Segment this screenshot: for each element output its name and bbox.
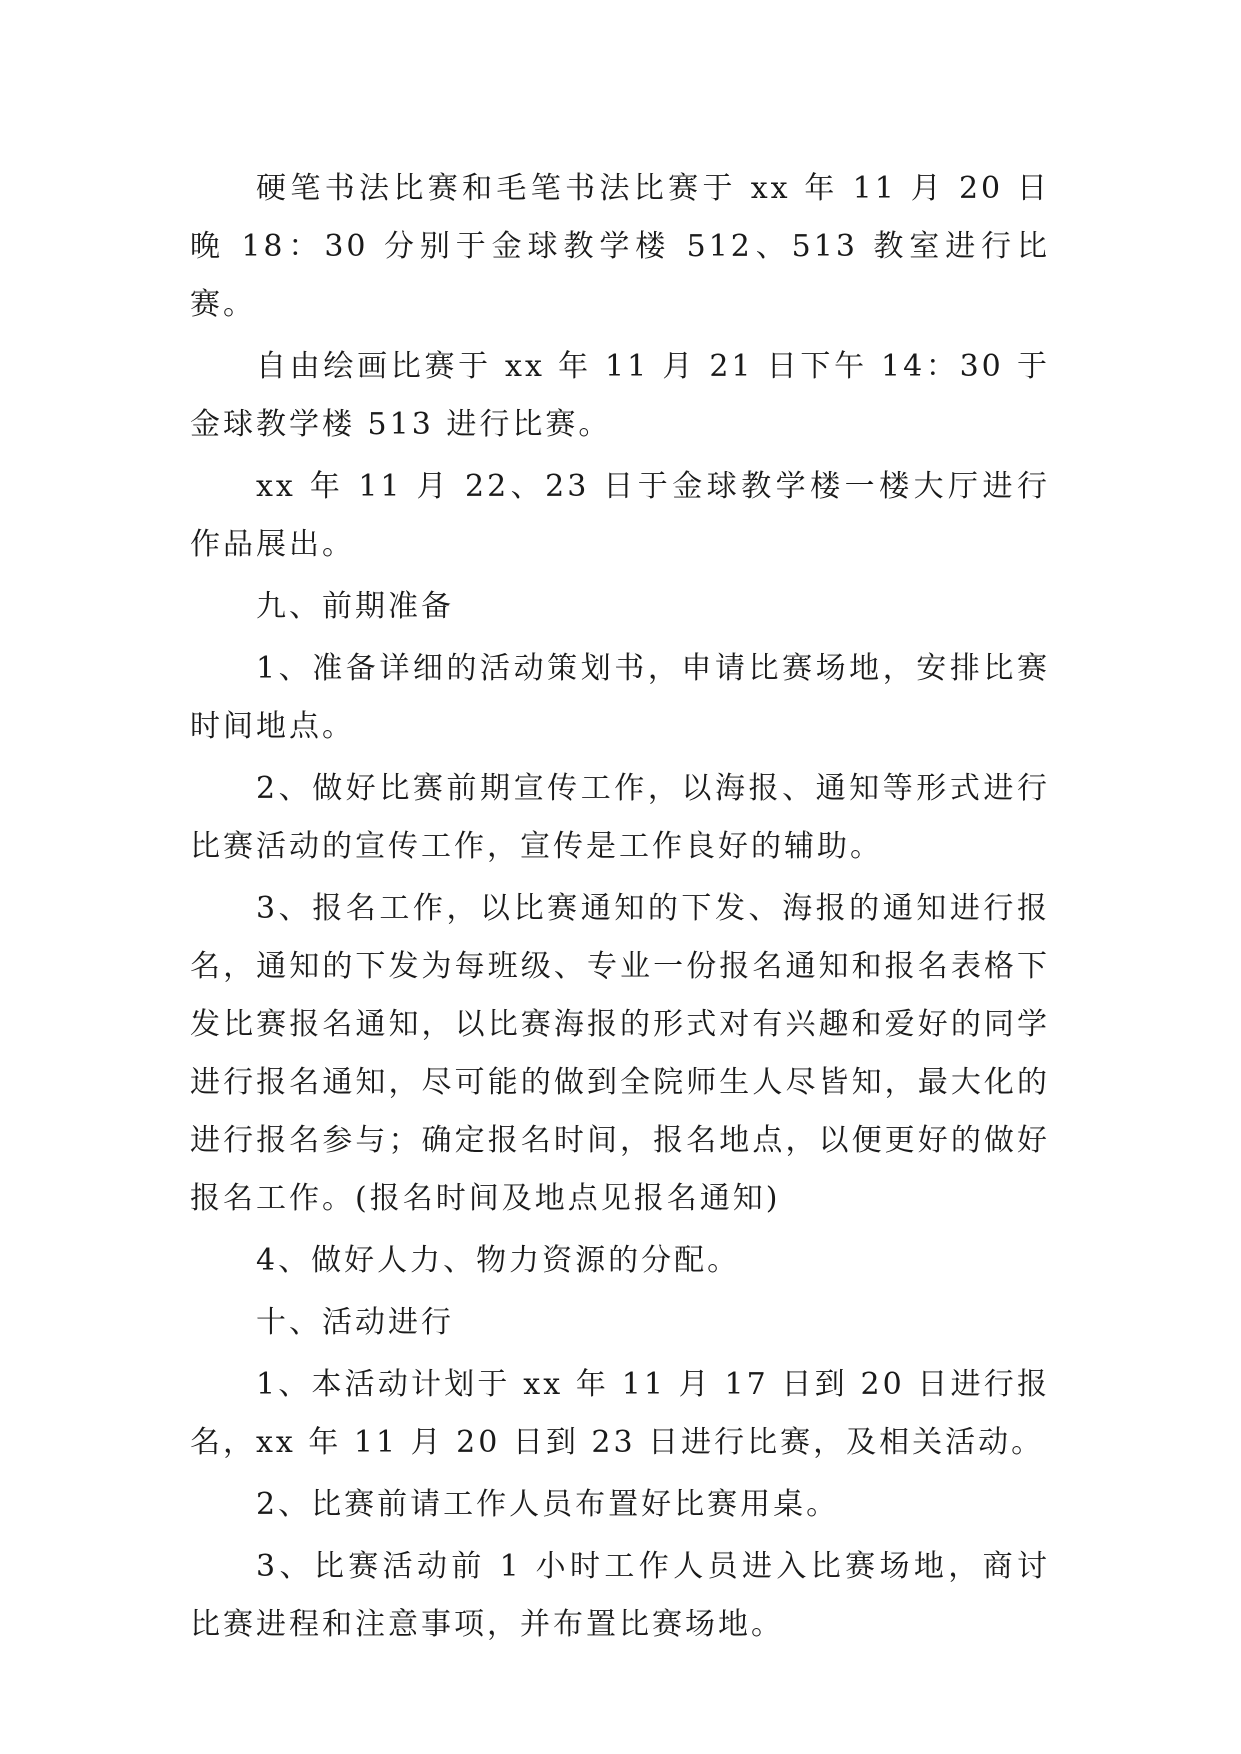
list-item-preparation-1: 1、准备详细的活动策划书，申请比赛场地，安排比赛时间地点。: [190, 651, 1050, 744]
list-item-preparation-4: 4、做好人力、物力资源的分配。: [256, 1243, 741, 1278]
section-heading-activity: 十、活动进行: [256, 1305, 454, 1340]
list-item-activity-2: 2、比赛前请工作人员布置好比赛用桌。: [256, 1487, 840, 1522]
section-heading-preparation: 九、前期准备: [256, 589, 454, 624]
list-item-preparation-2: 2、做好比赛前期宣传工作，以海报、通知等形式进行比赛活动的宣传工作，宣传是工作良好的辅助。: [190, 771, 1050, 864]
paragraph-exhibition-schedule: xx 年 11 月 22、23 日于金球教学楼一楼大厅进行作品展出。: [190, 469, 1050, 562]
document-page: [190, 160, 1050, 1658]
paragraph-calligraphy-schedule: 硬笔书法比赛和毛笔书法比赛于 xx 年 11 月 20 日晚 18：30 分别于金球教学楼 512、513 教室进行比赛。: [190, 171, 1050, 322]
paragraph-painting-schedule: 自由绘画比赛于 xx 年 11 月 21 日下午 14：30 于金球教学楼 513 进行比赛。: [190, 349, 1050, 442]
list-item-preparation-3: 3、报名工作，以比赛通知的下发、海报的通知进行报名，通知的下发为每班级、专业一份报名通知和报名表格下发比赛报名通知，以比赛海报的形式对有兴趣和爱好的同学进行报名通知，尽可能的做到全院师生人尽皆知，最大化的进行报名参与；确定报名时间，报名地点，以便更好的做好报名工作。(报名时间及地点见报名通知): [190, 891, 1050, 1216]
list-item-activity-3: 3、比赛活动前 1 小时工作人员进入比赛场地，商讨比赛进程和注意事项，并布置比赛场地。: [190, 1549, 1050, 1642]
list-item-activity-1: 1、本活动计划于 xx 年 11 月 17 日到 20 日进行报名，xx 年 11 月 20 日到 23 日进行比赛，及相关活动。: [190, 1367, 1050, 1460]
